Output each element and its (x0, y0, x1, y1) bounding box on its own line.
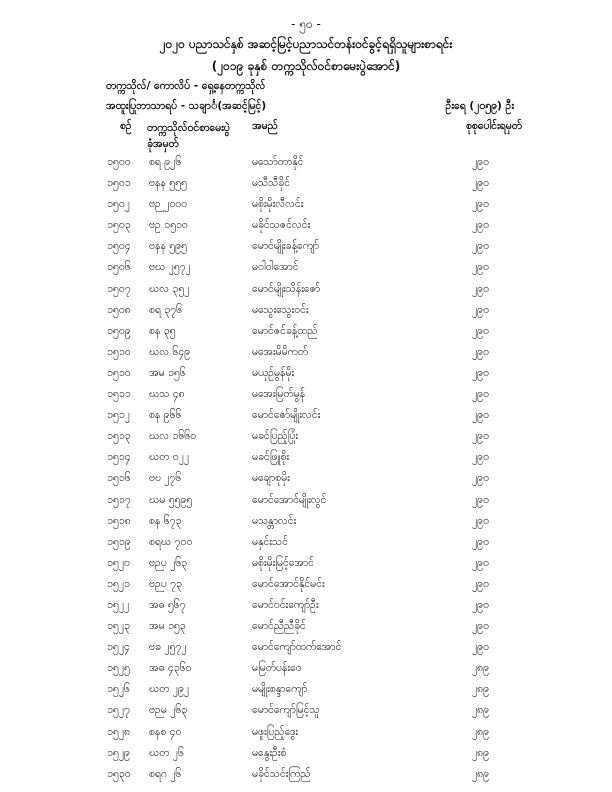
row-seat-number: ဗဉပ ၂၆၃ (149, 556, 188, 569)
row-name: မောင်ကျော်မြင့်သူ (252, 704, 320, 717)
row-total-marks: ၂၉၀ (472, 641, 489, 654)
row-total-marks: ၂၉၀ (472, 514, 489, 527)
row-serial-no: ၁၅၁၃ (107, 430, 131, 443)
row-seat-number: ဗဉ ၂၀၀၀ (149, 198, 188, 211)
row-serial-no: ၁၅၂၉ (107, 746, 130, 759)
row-seat-number: စရဃ ၇၀၀ (149, 535, 193, 548)
row-total-marks: ၂၉၀ (472, 430, 489, 443)
row-total-marks: ၂၉၀ (472, 324, 489, 337)
row-seat-number: ဃတ ၂၉၂ (149, 683, 190, 696)
row-serial-no: ၁၅၁၄ (107, 451, 131, 464)
table-row (0, 388, 612, 409)
document-subtitle: (၂၀၁၉ ခုနှစ် တက္ကသိုလ်ဝင်စာမေးပွဲအောင်) (211, 59, 401, 73)
row-total-marks: ၂၉၀ (472, 261, 489, 274)
table-row (0, 430, 612, 451)
row-total-marks: ၂၉၀ (472, 620, 489, 633)
row-serial-no: ၁၅၁၀ (107, 345, 131, 358)
row-name: မောင်ဇင်ခန့်ထည် (252, 324, 318, 337)
table-row (0, 494, 612, 515)
row-seat-number: စန ၆၇၃ (149, 514, 182, 527)
row-total-marks: ၂၉၀ (472, 388, 489, 401)
row-total-marks: ၂၉၀ (472, 556, 489, 569)
table-row (0, 325, 612, 346)
row-seat-number: ဃတ ၂၆ (149, 746, 184, 759)
row-total-marks: ၂၈၉ (472, 725, 490, 738)
row-serial-no: ၁၅၁၇ (107, 493, 131, 506)
row-serial-no: ၁၅၀၂ (107, 198, 130, 211)
row-total-marks: ၂၈၉ (472, 683, 490, 696)
table-row (0, 683, 612, 704)
row-total-marks: ၂၉၀ (472, 598, 489, 611)
results-list (0, 156, 612, 789)
row-total-marks: ၂၉၀ (472, 303, 489, 316)
table-row (0, 177, 612, 198)
row-name: မအေးမိမိကတ် (252, 345, 309, 358)
table-row (0, 578, 612, 599)
table-row (0, 641, 612, 662)
row-name: မသော်တာနိုင် (252, 156, 304, 168)
row-total-marks: ၂၉၀ (472, 577, 489, 590)
row-total-marks: ၂၉၀ (472, 366, 489, 379)
row-seat-number: စနစ ၄၀ (149, 725, 182, 738)
table-row (0, 557, 612, 578)
row-serial-no: ၁၅၂၂ (107, 598, 130, 611)
table-row (0, 747, 612, 768)
row-seat-number: ဃမ ၅၅၉၅ (149, 493, 193, 506)
row-total-marks: ၂၉၀ (472, 472, 489, 485)
header-name: အမည် (252, 120, 278, 132)
row-total-marks: ၂၉၀ (472, 451, 489, 464)
row-seat-number: ဗဃ ၂၅၇၂ (149, 261, 191, 274)
table-row (0, 367, 612, 388)
row-name: မသွေးသွေးဝင်း (252, 303, 309, 316)
row-seat-number: အဓ ၄၃၆၀ (149, 662, 192, 675)
major-subject-line: အထူးပြုဘာသာရပ် - သချာင်္(အဆင့်မြင့်) (106, 100, 267, 112)
row-seat-number: ဗခ ၂၅၇၂ (149, 641, 187, 654)
row-serial-no: ၁၅၂၈ (107, 725, 130, 738)
row-serial-no: ၁၅၃၀ (107, 767, 131, 780)
table-row (0, 261, 612, 282)
table-row (0, 472, 612, 493)
row-serial-no: ၁၅၀၁ (107, 177, 131, 190)
row-serial-no: ၁၅၁၉ (107, 535, 131, 548)
row-name: မသီသီခိုင် (252, 177, 291, 190)
row-seat-number: အမ ၁၅၃ (149, 620, 186, 633)
row-name: မောင်မျိုးသိန်းဇော် (252, 282, 321, 295)
row-total-marks: ၂၉၀ (472, 177, 489, 190)
row-serial-no: ၁၅၁၀ (107, 366, 131, 379)
row-seat-number: စရဂ ၂၆ (149, 767, 182, 780)
row-serial-no: ၁၅၀၄ (107, 240, 131, 253)
table-row (0, 726, 612, 747)
row-serial-no: ၁၅၂၅ (107, 662, 130, 675)
university-line: တက္ကသိုလ်/ ကောလိပ် - ရှေ့နေတက္ကသိုလ် (106, 80, 266, 92)
row-name: မယုဉ်မွန်မိုး (252, 366, 295, 379)
row-total-marks: ၂၉၀ (472, 493, 489, 506)
row-name: မအေးမြတ်မွန် (252, 388, 306, 401)
row-seat-number: ဃသ ၄၈ (149, 388, 185, 401)
row-serial-no: ၁၅၂၁ (107, 577, 130, 590)
table-row (0, 768, 612, 789)
table-row (0, 451, 612, 472)
row-name: မမြတ်ပန်းဝေ (252, 662, 302, 675)
row-name: မောင်အောင်နိုင်မင်း (252, 577, 325, 590)
table-row (0, 283, 612, 304)
row-serial-no: ၁၅၁၆ (107, 472, 131, 485)
row-seat-number: ဃလ ၁၆၆၀ (149, 430, 197, 443)
row-seat-number: ဃလ ၆၄၉ (149, 345, 191, 358)
row-name: မမျိုးစန္ဒာကျော် (252, 683, 308, 696)
row-total-marks: ၂၈၉ (472, 767, 490, 780)
row-seat-number: ဗနန ၅၅၅ (149, 177, 187, 190)
row-serial-no: ၁၅၁၈ (107, 514, 131, 527)
total-count: ဦးရေ (၂၀၅၉) ဦး (445, 100, 514, 112)
header-total-marks: စုစုပေါင်းရမှတ် (465, 120, 522, 132)
row-seat-number: စန ၃၅ (149, 324, 176, 337)
row-name: မောင်မျိုးခန့်ကျော် (252, 240, 319, 253)
row-seat-number: ဃတ ၀၂၂ (149, 451, 190, 464)
row-total-marks: ၂၉၀ (472, 345, 489, 358)
row-name: မစိုးမိုးလီလင်း (252, 198, 304, 211)
row-serial-no: ၁၅၀၃ (107, 219, 131, 232)
table-row (0, 198, 612, 219)
row-name: မဖူးပြည့်ဒွေး (252, 725, 298, 738)
row-seat-number: ဗဉမ ၂၆၃ (149, 704, 188, 717)
row-name: မောင်ဝင်းကျော်ဦး (252, 598, 319, 611)
table-row (0, 599, 612, 620)
row-name: မခိုင်သင်းကြည် (252, 767, 311, 780)
row-total-marks: ၂၉၀ (472, 409, 489, 422)
row-serial-no: ၁၅၁၁ (107, 388, 131, 401)
row-name: မောင်ကျော်ထက်အောင် (252, 641, 342, 654)
row-name: မသန္တာလင်း (252, 514, 297, 527)
table-row (0, 704, 612, 725)
table-row (0, 240, 612, 261)
document-title: ၂၀၂၀ ပညာသင်နှစ် အဆင့်မြင့်ပညာသင်တန်းဝင်ခွင့်ရရှိသူများစာရင်း (159, 37, 453, 51)
page-number: - ၅၀ - (291, 17, 321, 31)
row-serial-no: ၁၅၀၈ (107, 303, 131, 316)
row-total-marks: ၂၈၉ (472, 746, 490, 759)
row-name: မခင်ဖြူစိုး (252, 451, 290, 464)
header-seat-number: တက္ကသိုလ်ဝင်စာမေးပွဲ ခုံအမှတ် (147, 122, 230, 150)
row-seat-number: ဗဥ ၁၅၁၀ (149, 219, 188, 232)
row-serial-no: ၁၅၂၄ (107, 641, 130, 654)
row-name: မချောစုမိုး (252, 472, 290, 485)
row-total-marks: ၂၉၀ (472, 535, 489, 548)
row-total-marks: ၂၉၀ (472, 156, 489, 168)
row-serial-no: ၁၅၂၆ (107, 683, 130, 696)
row-seat-number: ဗနန ၅၉၅ (149, 240, 187, 253)
row-total-marks: ၂၈၉ (472, 662, 490, 675)
row-total-marks: ၂၉၀ (472, 219, 489, 232)
row-name: မောင်ဇော်မျိုးလင်း (252, 409, 321, 422)
row-serial-no: ၁၅၂၀ (107, 556, 130, 569)
row-total-marks: ၂၉၀ (472, 282, 489, 295)
row-seat-number: အမ ၁၅၆ (149, 366, 186, 379)
row-total-marks: ၂၈၉ (472, 704, 490, 717)
row-name: မဝါဝါအောင် (252, 261, 299, 274)
row-name: မခိုင်သဇင်လင်း (252, 219, 311, 232)
row-serial-no: ၁၅၀၇ (107, 282, 131, 295)
row-serial-no: ၁၅၂၃ (107, 620, 130, 633)
row-serial-no: ၁၅၂၇ (107, 704, 130, 717)
row-seat-number: စရ ၃၇၆ (149, 303, 182, 316)
row-serial-no: ၁၅၀၆ (107, 261, 131, 274)
header-serial-no: စဉ် (120, 120, 132, 132)
row-seat-number: ဗဎ ၂၇၆ (149, 472, 182, 485)
row-seat-number: အဓ ၅၆၇ (149, 598, 186, 611)
row-seat-number: စန ၉၆၆ (149, 409, 182, 422)
row-seat-number: ဗဉပ ၇၃ (149, 577, 182, 590)
row-total-marks: ၂၉၀ (472, 198, 489, 211)
row-name: မစိုးမိုးမြင့်အောင် (252, 556, 314, 569)
table-row (0, 515, 612, 536)
table-row (0, 536, 612, 557)
row-name: မောင်အောင်မျိုးလွင် (252, 493, 327, 506)
row-seat-number: ဃလ ၃၅၂ (149, 282, 190, 295)
row-name: မနွေးဦးစံ (252, 746, 287, 759)
row-name: မောင်ညီညီခိုင် (252, 620, 306, 633)
table-row (0, 346, 612, 367)
row-total-marks: ၂၉၀ (472, 240, 489, 253)
table-row (0, 662, 612, 683)
row-name: မခင်ပြည့်ပြုံး (252, 430, 299, 443)
table-row (0, 304, 612, 325)
row-name: မနှင်းသင် (252, 535, 288, 548)
row-serial-no: ၁၅၁၂ (107, 409, 130, 422)
table-row (0, 620, 612, 641)
table-row (0, 156, 612, 177)
row-seat-number: စရ ၉၂၆ (149, 156, 182, 168)
row-serial-no: ၁၅၀၉ (107, 324, 131, 337)
row-serial-no: ၁၅၀၀ (107, 156, 131, 168)
table-row (0, 219, 612, 240)
table-row (0, 409, 612, 430)
